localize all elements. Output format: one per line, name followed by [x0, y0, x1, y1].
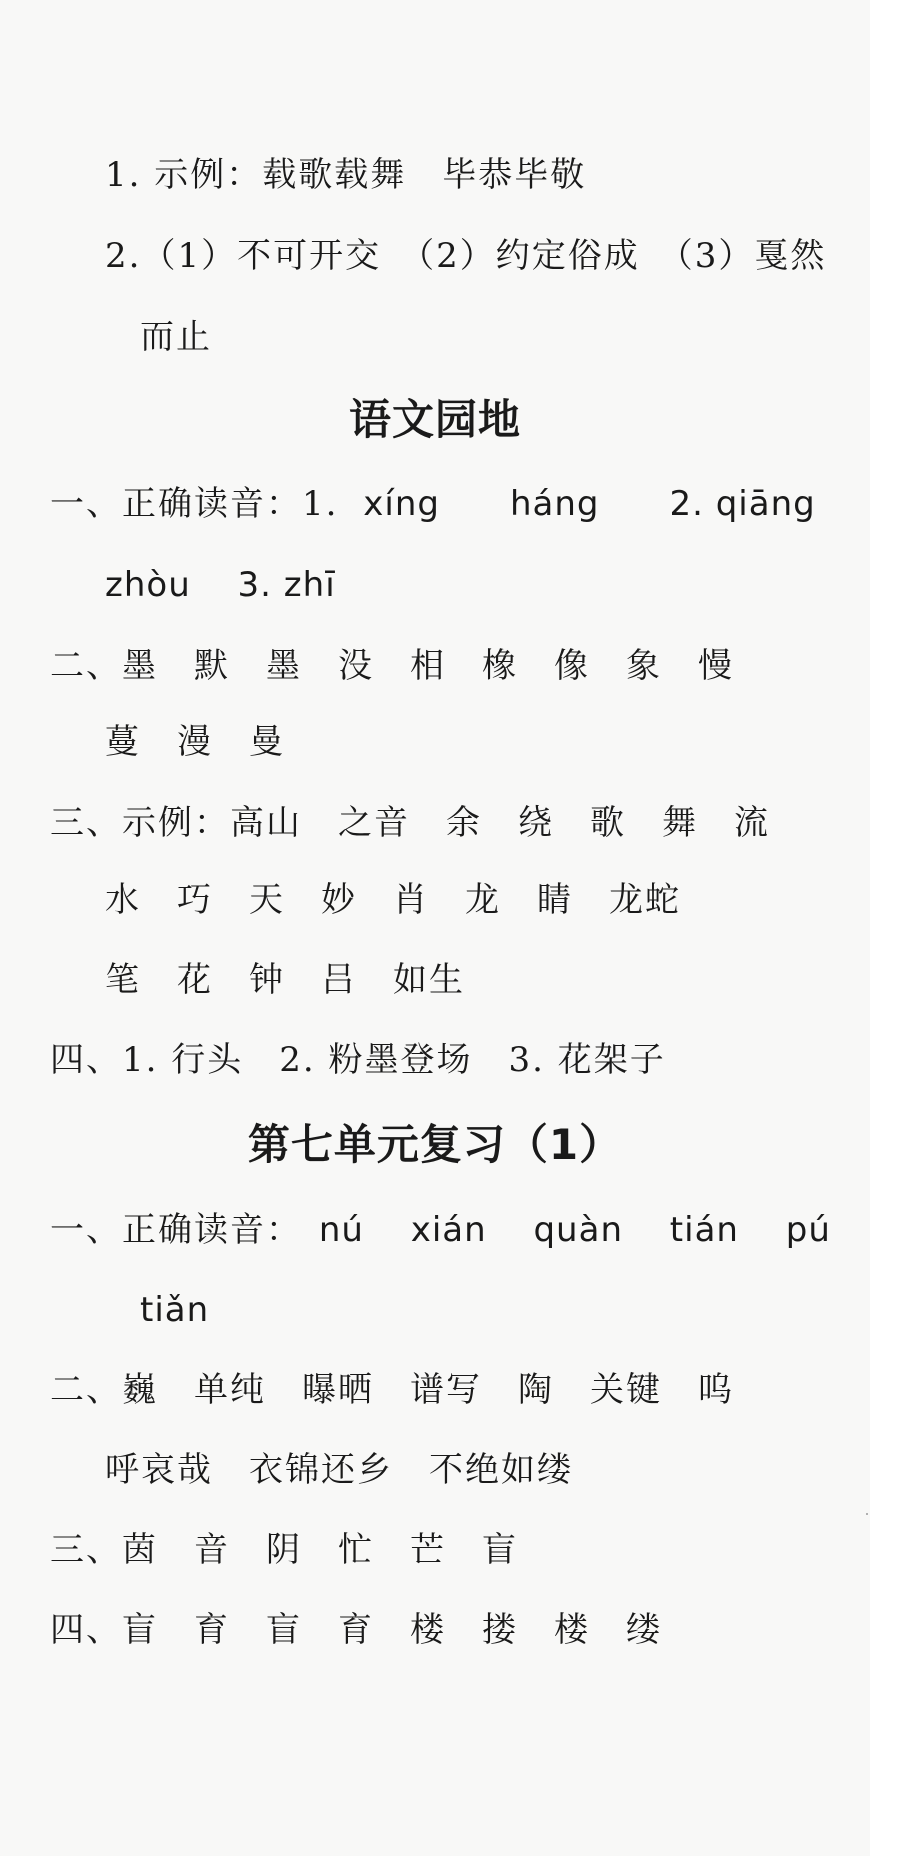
line-10: 笔 花 钟 吕 如生	[105, 960, 465, 1000]
line-12-pinyin: nú xián quàn tián pú	[318, 1210, 831, 1250]
line-7: 蔓 漫 曼	[105, 722, 285, 762]
line-4	[50, 484, 816, 524]
line-12	[50, 1210, 831, 1250]
line-14: 二、巍 单纯 曝晒 谱写 陶 关键 呜	[50, 1370, 734, 1410]
line-17: 四、盲 育 盲 育 楼 搂 楼 缕	[50, 1610, 662, 1650]
line-15: 呼哀哉 衣锦还乡 不绝如缕	[105, 1450, 573, 1490]
section-heading-unit7-review: 第七单元复习（1）	[247, 1120, 623, 1169]
line-2: 2.（1）不可开交 （2）约定俗成 （3）戛然	[105, 236, 827, 276]
line-11: 四、1. 行头 2. 粉墨登场 3. 花架子	[50, 1040, 666, 1080]
line-16: 三、茵 音 阴 忙 芒 盲	[50, 1530, 518, 1570]
line-12-label: 一、正确读音：	[50, 1210, 302, 1250]
line-6: 二、墨 默 墨 没 相 橡 像 象 慢	[50, 646, 734, 686]
line-5: zhòu 3. zhī	[105, 565, 336, 605]
section-heading-yuwen-yuandi: 语文园地	[348, 395, 521, 444]
speck	[866, 1513, 868, 1515]
line-4-label: 一、正确读音：1.	[50, 484, 339, 524]
line-4-pinyin: xíng háng 2. qiāng	[363, 484, 816, 524]
line-9: 水 巧 天 妙 肖 龙 睛 龙蛇	[105, 880, 681, 920]
line-13: tiǎn	[140, 1290, 210, 1330]
line-3: 而止	[140, 317, 212, 357]
line-8: 三、示例：高山 之音 余 绕 歌 舞 流	[50, 803, 770, 843]
line-1: 1. 示例：载歌载舞 毕恭毕敬	[105, 155, 587, 195]
